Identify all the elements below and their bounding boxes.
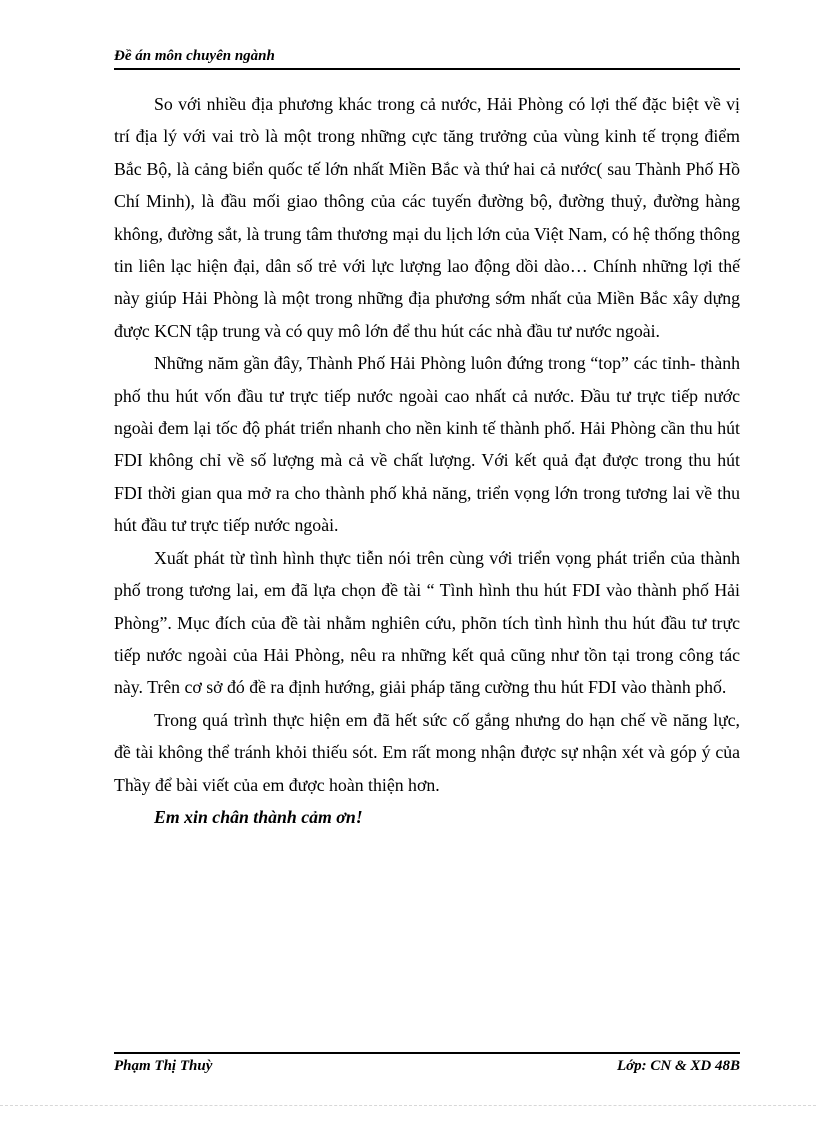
page-footer xyxy=(114,1052,740,1075)
footer-class: Lớp: CN & XD 48B xyxy=(616,1058,740,1074)
footer-author: Phạm Thị Thuỳ xyxy=(114,1058,213,1074)
document-body xyxy=(114,88,740,833)
page-boundary-divider xyxy=(0,1105,816,1106)
header-title: Đề án môn chuyên ngành xyxy=(114,48,275,64)
paragraph-4: Trong quá trình thực hiện em đã hết sức cố gắng nhưng do hạn chế về năng lực, đề tài không thể tránh khỏi thiếu sót. Em rất mong nhận được sự nhận xét và góp ý của Thầy để bài viết của em được hoàn thiện hơn. xyxy=(114,709,740,795)
page-header xyxy=(114,48,740,70)
paragraph-2: Những năm gần đây, Thành Phố Hải Phòng luôn đứng trong “top” các tỉnh- thành phố thu hút vốn đầu tư trực tiếp nước ngoài cao nhất cả nước. Đầu tư trực tiếp nước ngoài đem lại tốc độ phát triển nhanh cho nền kinh tế thành phố. Hải Phòng cần thu hút FDI không chỉ về số lượng mà cả về chất lượng. Với kết quả đạt được trong thu hút FDI thời gian qua mở ra cho thành phố khả năng, triển vọng lớn trong tương lai về thu hút đầu tư trực tiếp nước ngoài. xyxy=(114,353,740,536)
paragraph-1: So với nhiều địa phương khác trong cả nước, Hải Phòng có lợi thế đặc biệt về vị trí địa lý với vai trò là một trong những cực tăng trưởng của vùng kinh tế trọng điểm Bắc Bộ, là cảng biển quốc tế lớn nhất Miền Bắc và thứ hai cả nước( sau Thành Phố Hồ Chí Minh), là đầu mối giao thông của các tuyến đường bộ, đường thuỷ, đường hàng không, đường sắt, là trung tâm thương mại du lịch lớn của Việt Nam, có hệ thống thông tin liên lạc hiện đại, dân số trẻ với lực lượng lao động dồi dào… Chính những lợi thế này giúp Hải Phòng là một trong những địa phương sớm nhất của Miền Bắc xây dựng được KCN tập trung và có quy mô lớn để thu hút các nhà đầu tư nước ngoài. xyxy=(114,94,740,341)
closing-line: Em xin chân thành cảm ơn! xyxy=(154,806,363,827)
paragraph-3: Xuất phát từ tình hình thực tiễn nói trên cùng với triển vọng phát triển của thành phố trong tương lai, em đã lựa chọn đề tài “ Tình hình thu hút FDI vào thành phố Hải Phòng”. Mục đích của đề tài nhằm nghiên cứu, phõn tích tình hình thu hút đầu tư trực tiếp nước ngoài của Hải Phòng, nêu ra những kết quả cũng như tồn tại trong công tác này. Trên cơ sở đó đề ra định hướng, giải pháp tăng cường thu hút FDI vào thành phố. xyxy=(114,547,740,698)
